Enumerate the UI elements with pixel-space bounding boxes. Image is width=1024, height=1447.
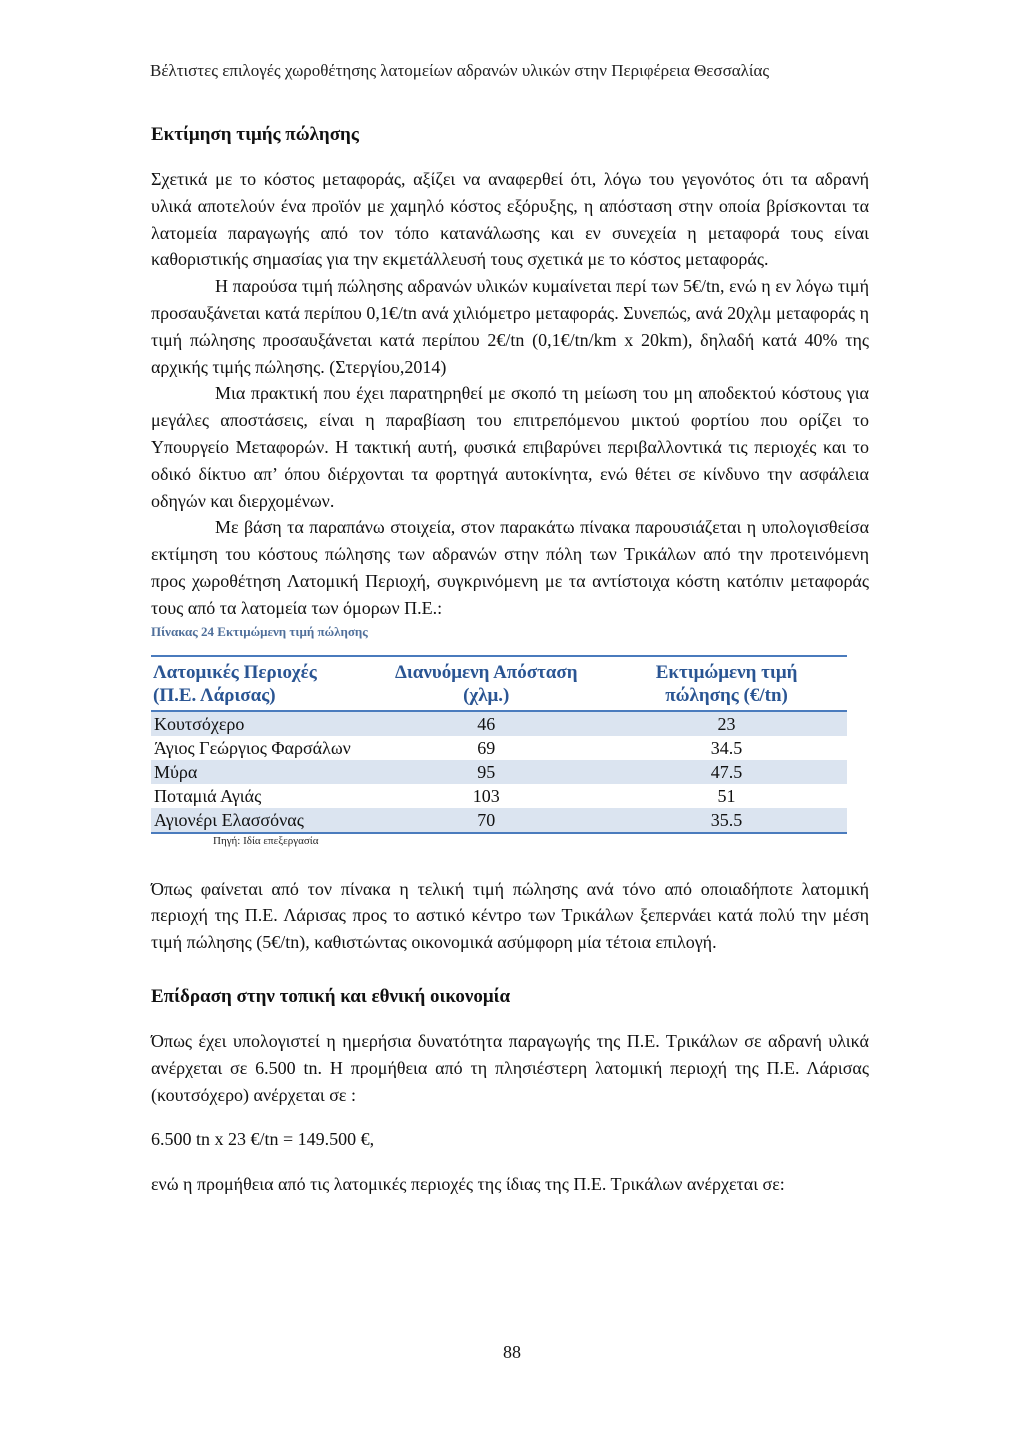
cell-distance: 70 — [366, 808, 606, 833]
running-header: Βέλτιστες επιλογές χωροθέτησης λατομείων αδρανών υλικών στην Περιφέρεια Θεσσαλίας — [150, 61, 770, 80]
cell-distance: 46 — [366, 711, 606, 736]
column-header-distance: Διανυόμενη Απόσταση (χλμ.) — [366, 656, 606, 711]
table-row — [151, 711, 847, 736]
table-row — [151, 808, 847, 833]
paragraph: Μια πρακτική που έχει παρατηρηθεί με σκοπό τη μείωση του μη αποδεκτού κόστους για μεγάλες αποστάσεις, είναι η παραβίαση του επιτρεπόμενου μικτού φορτίου που ορίζει το Υπουργείο Μεταφορών. Η τακτική αυτή, φυσικά επιβαρύνει περιβαλλοντικά τις περιοχές και το οδικό δίκτυο απ’ όπου διέρχονται τα φορτηγά αυτοκίνητα, ενώ θέτει σε κίνδυνο την ασφάλεια οδηγών και διερχομένων. — [151, 383, 869, 511]
cell-area: Αγιονέρι Ελασσόνας — [151, 808, 366, 833]
cell-price: 51 — [717, 785, 736, 806]
table-row — [151, 760, 847, 784]
table-row — [151, 784, 847, 808]
table-caption: Πίνακας 24 Εκτιμώμενη τιμή πώλησης — [151, 623, 368, 639]
table-row — [151, 736, 847, 760]
cell-distance: 95 — [366, 760, 606, 784]
section-title-sale-price: Εκτίμηση τιμής πώλησης — [151, 124, 359, 145]
paragraph: Όπως έχει υπολογιστεί η ημερήσια δυνατότητα παραγωγής της Π.Ε. Τρικάλων σε αδρανή υλικά ανέρχεται σε 6.500 tn. Η προμήθεια από τη πλησιέστερη λατομική περιοχή της Π.Ε. Λάρισας (κουτσόχερο) ανέρχεται σε : — [151, 1030, 869, 1105]
cell-price: 47.5 — [606, 760, 847, 784]
cell-area: Μύρα — [151, 760, 366, 784]
column-header-area: Λατομικές Περιοχές (Π.Ε. Λάρισας) — [151, 656, 366, 711]
cell-area: Ποταμιά Αγιάς — [154, 785, 262, 806]
column-header-price: Εκτιμώμενη τιμή πώλησης (€/tn) — [606, 656, 847, 711]
section-title-economy: Επίδραση στην τοπική και εθνική οικονομία — [151, 985, 511, 1007]
table-source: Πηγή: Ιδία επεξεργασία — [213, 834, 319, 847]
cell-area: Άγιος Γεώργιος Φαρσάλων — [154, 737, 351, 758]
paragraph: Η παρούσα τιμή πώλησης αδρανών υλικών κυμαίνεται περί των 5€/tn, ενώ η εν λόγω τιμή προσαυξάνεται κατά περίπου 0,1€/tn ανά χιλιόμετρο μεταφοράς. Συνεπώς, ανά 20χλμ μεταφοράς η τιμή πώλησης προσαυξάνεται κατά περίπου 2€/tn (0,1€/tn/km x 20km), δηλαδή κατά 40% της αρχικής τιμής πώλησης. (Στεργίου,2014) — [151, 276, 869, 377]
formula-line: 6.500 tn x 23 €/tn = 149.500 €, — [151, 1129, 375, 1150]
page-content — [151, 122, 869, 1198]
paragraph: ενώ η προμήθεια από τις λατομικές περιοχές της ίδιας της Π.Ε. Τρικάλων ανέρχεται σε: — [151, 1174, 785, 1195]
price-table — [151, 655, 847, 834]
paragraph: Σχετικά με το κόστος μεταφοράς, αξίζει να αναφερθεί ότι, λόγω του γεγονότος ότι τα αδρανή υλικά αποτελούν ένα προϊόν με χαμηλό κόστος εξόρυξης, η απόσταση στην οποία βρίσκονται τα λατομεία παραγωγής από τον τόπο κατανάλωσης και εν συνεχεία η μεταφορά τους είναι καθοριστικής σημασίας για την εκμετάλλευσή τους σχετικά με το κόστος μεταφοράς. — [151, 169, 869, 270]
paragraph: Όπως φαίνεται από τον πίνακα η τελική τιμή πώλησης ανά τόνο από οποιαδήποτε λατομική περιοχή της Π.Ε. Λάρισας προς το αστικό κέντρο των Τρικάλων ξεπερνάει κατά πολύ την μέση τιμή πώλησης (5€/tn), καθιστώντας οικονομικά ασύμφορη μία τέτοια επιλογή. — [151, 878, 869, 953]
cell-distance: 103 — [472, 785, 500, 806]
cell-area: Κουτσόχερο — [151, 711, 366, 736]
table-header-row — [151, 656, 847, 711]
cell-distance: 69 — [477, 737, 496, 758]
paragraph: Με βάση τα παραπάνω στοιχεία, στον παρακάτω πίνακα παρουσιάζεται η υπολογισθείσα εκτίμηση του κόστους πώλησης των αδρανών στην πόλη των Τρικάλων από την προτεινόμενη προς χωροθέτηση Λατομική Περιοχή, συγκρινόμενη με τα αντίστοιχα κόστη κατόπιν μεταφοράς τους από τα λατομεία των όμορων Π.Ε.: — [151, 517, 869, 618]
cell-price: 35.5 — [606, 808, 847, 833]
cell-price: 34.5 — [710, 737, 743, 758]
page-number: 88 — [503, 1342, 521, 1362]
cell-price: 23 — [606, 711, 847, 736]
